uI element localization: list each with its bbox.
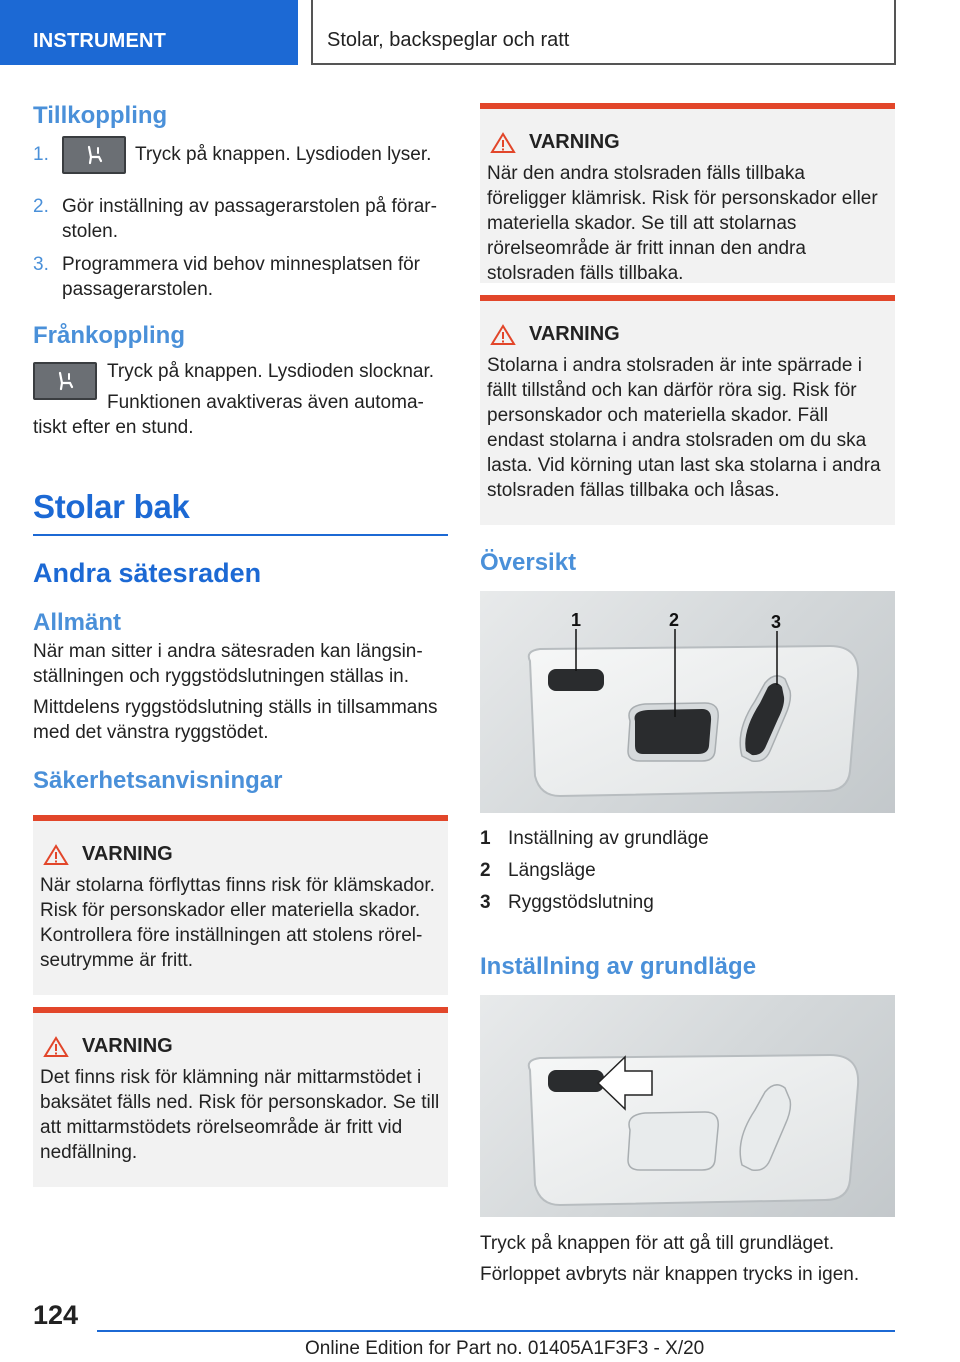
- warning-box: VARNING Det finns risk för klämning när mittarmstödet i baksätet fälls ned. Risk för personskador. Se till att mittarmstödets rörelseområde är fritt vid nedfällning.: [33, 1007, 448, 1187]
- list-item: 2. Gör inställning av passagerarstolen på förarstolen.: [33, 196, 437, 242]
- heading-tillkoppling: Tillkoppling: [33, 102, 168, 129]
- paragraph: Mittdelens ryggstödslutning ställs in tillsammans med det vänstra ryggstödet.: [33, 697, 438, 743]
- seat-controls-photo: [480, 591, 895, 813]
- warning-box: VARNING Stolarna i andra stolsraden är inte spärrade i fällt tillstånd och kan därför röra sig. Risk för personskador och materiella skador. Fäll endast stolarna i andra stolsraden om du ska lasta. Vid körning utan last ska stolarna i andra stolsraden fällas tillbaka och låsas.: [480, 295, 895, 525]
- paragraph: När man sitter i andra sätesraden kan längsinställningen och ryggstödslutningen ställas in.: [33, 641, 423, 687]
- seat-controls-illustration: [480, 591, 895, 813]
- callout-2: 2: [669, 610, 680, 630]
- steps-list: [33, 142, 448, 302]
- heading-oversikt: Översikt: [480, 549, 577, 576]
- paragraph: Förloppet avbryts när knappen trycks in igen.: [480, 1264, 860, 1285]
- left-column: [33, 100, 448, 1187]
- legend: [480, 823, 895, 919]
- legend-item: 3 Ryggstödslutning: [480, 892, 654, 913]
- heading-grundlage: Inställning av grundläge: [480, 953, 757, 980]
- heading-andra-satesraden: Andra sätesraden: [33, 558, 262, 588]
- callout-1: 1: [571, 610, 582, 630]
- reset-button-photo: [480, 995, 895, 1217]
- warning-box: VARNING När stolarna förflyttas finns risk för klämskador. Risk för personskador eller materiella skador. Kontrollera före inställningen att stolens rörelseutrymme är fritt.: [33, 815, 448, 995]
- paragraph: Tryck på knappen för att gå till grundläget.: [480, 1233, 835, 1254]
- frankoppling-block: Tryck på knappen. Lysdioden slocknar. Funktionen avaktiveras även automatiskt efter en stund.: [33, 361, 435, 438]
- heading-rule: [33, 534, 448, 536]
- heading-frankoppling: Frånkoppling: [33, 322, 185, 349]
- list-item: 1. Tryck på knappen. Lysdioden lyser.: [33, 142, 448, 186]
- chapter-title: Stolar, backspeglar och ratt: [311, 0, 896, 65]
- footer-rule: [97, 1330, 895, 1332]
- warning-triangle-icon: [43, 844, 69, 866]
- page-number: 124: [33, 1300, 79, 1330]
- edition-text: Online Edition for Part no. 01405A1F3F3 - X/20: [305, 1338, 705, 1359]
- heading-allmant: Allmänt: [33, 609, 122, 636]
- warning-box: VARNING När den andra stolsraden fälls tillbaka föreligger klämrisk. Risk för personskador eller materiella skador. Se till att stolarnas rörelseområde är fritt innan den andra stolsraden fälls tillbaka.: [480, 103, 895, 283]
- warning-triangle-icon: [490, 324, 516, 346]
- reset-illustration: [480, 995, 895, 1217]
- warning-triangle-icon: [490, 132, 516, 154]
- callout-3: 3: [771, 612, 782, 632]
- seat-button-icon: [62, 136, 126, 174]
- right-column: [480, 103, 895, 1287]
- warning-triangle-icon: [43, 1036, 69, 1058]
- legend-item: 1 Inställning av grundläge: [480, 828, 709, 849]
- legend-item: 2 Längsläge: [480, 860, 596, 881]
- list-item: 3. Programmera vid behov minnesplatsen för passagerarstolen.: [33, 254, 421, 300]
- heading-stolar-bak: Stolar bak: [33, 488, 190, 525]
- heading-sakerhet: Säkerhetsanvisningar: [33, 767, 283, 794]
- section-tab: INSTRUMENT: [0, 0, 298, 65]
